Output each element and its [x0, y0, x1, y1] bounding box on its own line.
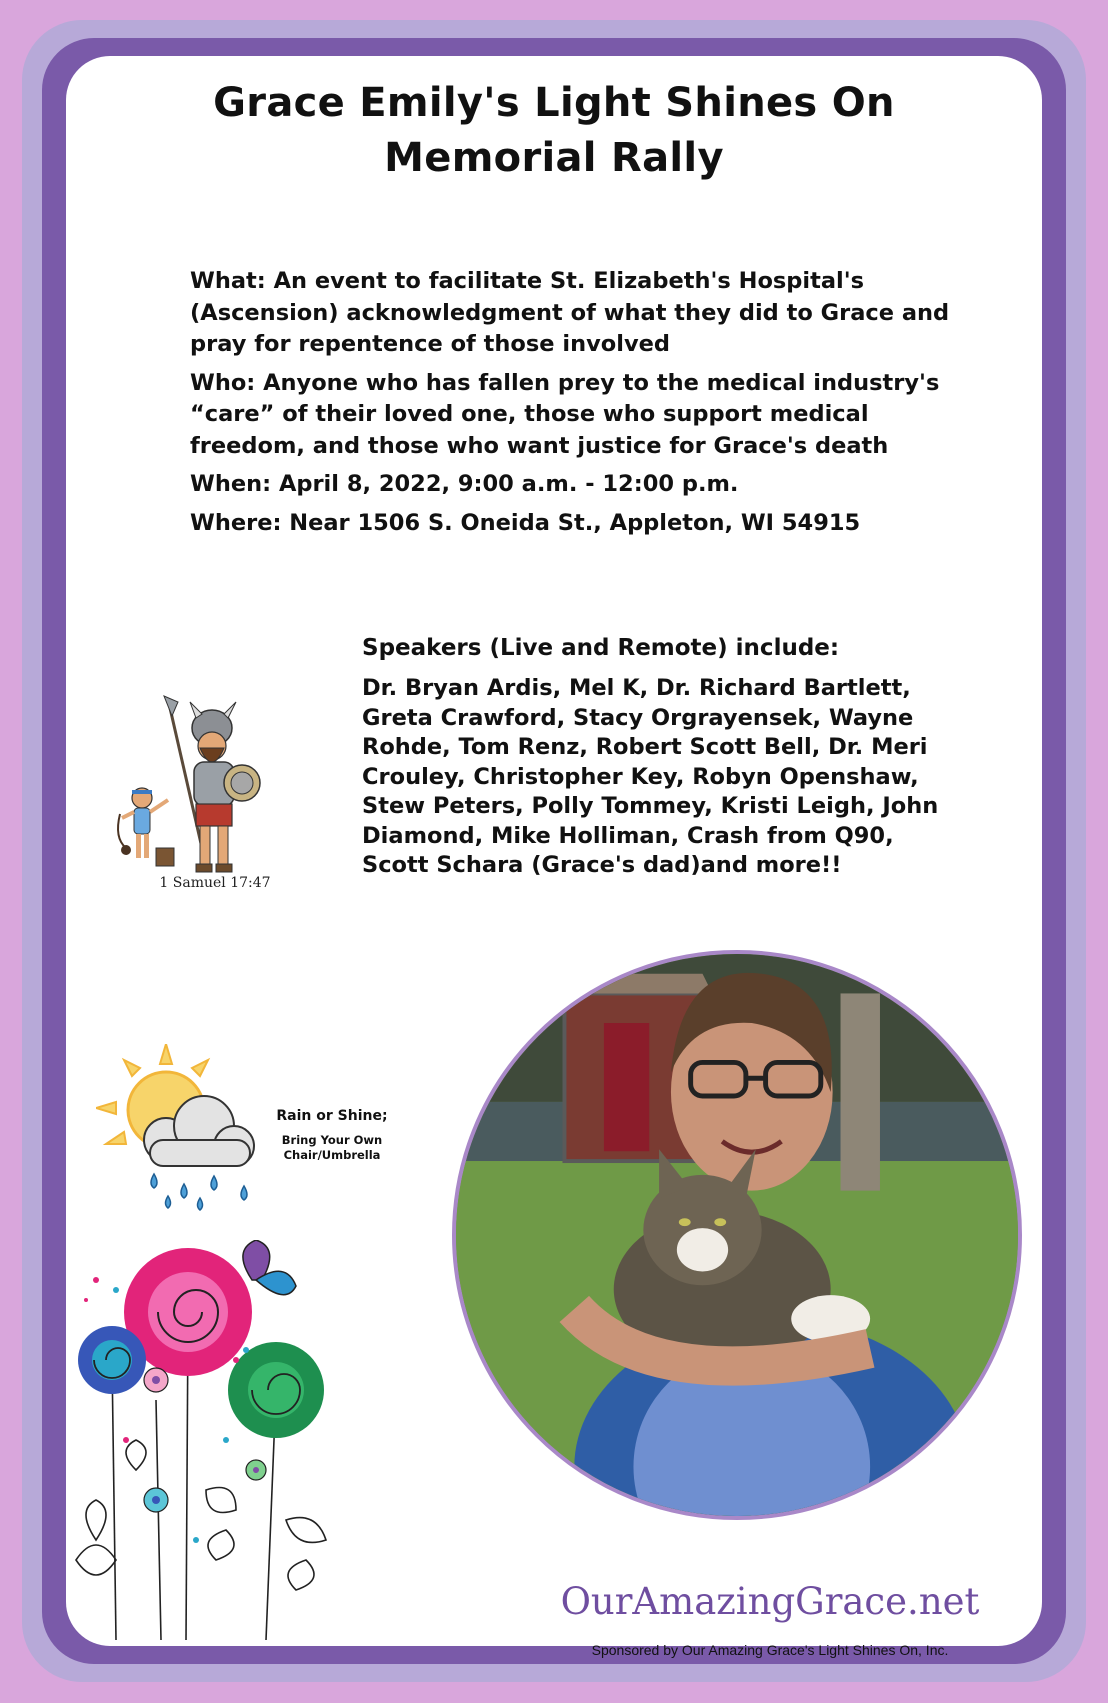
- grace-photo: [452, 950, 1022, 1520]
- event-details: [190, 266, 950, 546]
- sun-cloud-rain-icon: [96, 1044, 276, 1214]
- what-text: What: An event to facilitate St. Elizabeth's Hospital's (Ascension) acknowledgment of what they did to Grace and pray for repentence of those involved: [190, 268, 950, 357]
- bring-chair-label: Bring Your Own Chair/Umbrella: [281, 1133, 383, 1162]
- title-line-2: Memorial Rally: [384, 135, 724, 181]
- speakers-list: Dr. Bryan Ardis, Mel K, Dr. Richard Bartlett, Greta Crawford, Stacy Orgrayensek, Wayne Rohde, Tom Renz, Robert Scott Bell, Dr. Meri Crouley, Christopher Key, Robyn Openshaw, Stew Peters, Polly Tommey, Kristi Leigh, John Diamond, Mike Holliman, Crash from Q90, Scott Schara (Grace's dad)and more!!: [362, 675, 939, 878]
- flowers-illustration: [56, 1240, 386, 1640]
- title-line-1: Grace Emily's Light Shines On: [213, 80, 895, 126]
- speakers-heading: Speakers (Live and Remote) include:: [362, 635, 840, 661]
- who-text: Who: Anyone who has fallen prey to the medical industry's “care” of their loved one, those who support medical freedom, and those who want justice for Grace's death: [190, 369, 940, 459]
- rain-or-shine-label: Rain or Shine;: [276, 1108, 388, 1124]
- bible-verse-caption: 1 Samuel 17:47: [159, 875, 271, 891]
- sponsor-text: Sponsored by Our Amazing Grace's Light Shines On, Inc.: [591, 1642, 949, 1658]
- david-goliath-illustration: [112, 688, 312, 888]
- photo-illustration: [456, 954, 1018, 1516]
- website-link[interactable]: OurAmazingGrace.net: [560, 1580, 980, 1623]
- page-title: [0, 76, 1108, 186]
- where-text: Where: Near 1506 S. Oneida St., Appleton, WI 54915: [190, 509, 861, 536]
- when-text: When: April 8, 2022, 9:00 a.m. - 12:00 p.m.: [190, 471, 739, 497]
